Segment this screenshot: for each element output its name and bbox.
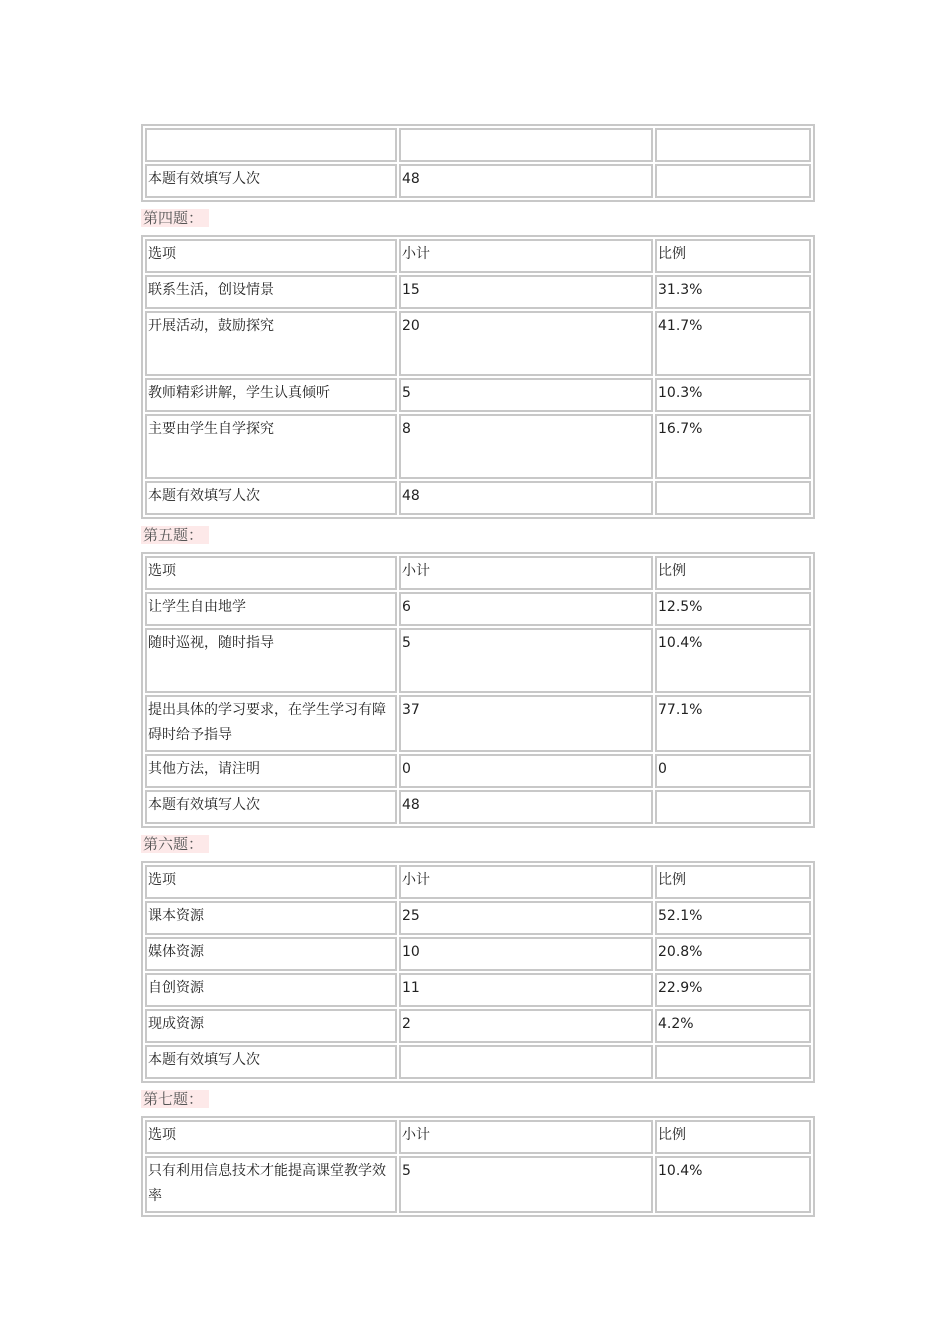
ratio-cell: 10.4% [655, 628, 811, 693]
count-cell: 11 [399, 973, 653, 1007]
option-cell: 主要由学生自学探究 [145, 414, 397, 479]
total-label: 本题有效填写人次 [145, 1045, 397, 1079]
count-cell: 6 [399, 592, 653, 626]
header-option: 选项 [145, 865, 397, 899]
count-cell: 5 [399, 628, 653, 693]
header-ratio: 比例 [655, 865, 811, 899]
question-title: 第六题： [141, 828, 809, 861]
table-row [145, 1009, 811, 1043]
header-row [145, 556, 811, 590]
total-label: 本题有效填写人次 [145, 481, 397, 515]
count-cell: 37 [399, 695, 653, 752]
header-count: 小计 [399, 239, 653, 273]
ratio-cell: 31.3% [655, 275, 811, 309]
option-cell: 课本资源 [145, 901, 397, 935]
total-row [145, 481, 811, 515]
option-cell: 只有利用信息技术才能提高课堂教学效率 [145, 1156, 397, 1213]
total-count: 48 [399, 790, 653, 824]
total-ratio [655, 164, 811, 198]
option-cell: 其他方法，请注明 [145, 754, 397, 788]
table-row [145, 378, 811, 412]
option-cell: 现成资源 [145, 1009, 397, 1043]
ratio-cell [655, 128, 811, 162]
ratio-cell: 4.2% [655, 1009, 811, 1043]
table-row [145, 275, 811, 309]
total-count: 48 [399, 481, 653, 515]
q6-table [141, 861, 815, 1083]
count-cell: 5 [399, 378, 653, 412]
q5-table [141, 552, 815, 828]
count-cell: 25 [399, 901, 653, 935]
count-cell: 5 [399, 1156, 653, 1213]
ratio-cell: 22.9% [655, 973, 811, 1007]
option-cell: 开展活动，鼓励探究 [145, 311, 397, 376]
ratio-cell: 0 [655, 754, 811, 788]
ratio-cell: 52.1% [655, 901, 811, 935]
option-cell: 提出具体的学习要求，在学生学习有障碍时给予指导 [145, 695, 397, 752]
survey-results-page [141, 124, 809, 1217]
header-count: 小计 [399, 865, 653, 899]
table-row [145, 937, 811, 971]
ratio-cell: 77.1% [655, 695, 811, 752]
question-title: 第五题： [141, 519, 809, 552]
ratio-cell: 16.7% [655, 414, 811, 479]
ratio-cell: 10.4% [655, 1156, 811, 1213]
total-ratio [655, 790, 811, 824]
header-row [145, 1120, 811, 1154]
header-count: 小计 [399, 1120, 653, 1154]
count-cell [399, 128, 653, 162]
option-cell: 媒体资源 [145, 937, 397, 971]
count-cell: 10 [399, 937, 653, 971]
ratio-cell: 12.5% [655, 592, 811, 626]
table-row [145, 901, 811, 935]
q7-table [141, 1116, 815, 1217]
ratio-cell: 10.3% [655, 378, 811, 412]
q4-table [141, 235, 815, 519]
ratio-cell: 20.8% [655, 937, 811, 971]
count-cell: 2 [399, 1009, 653, 1043]
count-cell: 15 [399, 275, 653, 309]
option-cell: 联系生活，创设情景 [145, 275, 397, 309]
total-row [145, 790, 811, 824]
q3-table [141, 124, 815, 202]
total-label: 本题有效填写人次 [145, 790, 397, 824]
count-cell: 20 [399, 311, 653, 376]
total-row [145, 1045, 811, 1079]
header-row [145, 865, 811, 899]
option-cell: 自创资源 [145, 973, 397, 1007]
total-ratio [655, 1045, 811, 1079]
count-cell: 0 [399, 754, 653, 788]
header-ratio: 比例 [655, 239, 811, 273]
table-row [145, 973, 811, 1007]
table-row [145, 695, 811, 752]
table-row [145, 128, 811, 162]
header-count: 小计 [399, 556, 653, 590]
ratio-cell: 41.7% [655, 311, 811, 376]
header-ratio: 比例 [655, 1120, 811, 1154]
header-row [145, 239, 811, 273]
table-row [145, 1156, 811, 1213]
option-cell: 让学生自由地学 [145, 592, 397, 626]
table-row [145, 628, 811, 693]
total-count [399, 1045, 653, 1079]
table-row [145, 592, 811, 626]
question-title: 第四题： [141, 202, 809, 235]
total-ratio [655, 481, 811, 515]
table-row [145, 414, 811, 479]
table-row [145, 311, 811, 376]
option-cell [145, 128, 397, 162]
total-count: 48 [399, 164, 653, 198]
question-title: 第七题： [141, 1083, 809, 1116]
option-cell: 教师精彩讲解，学生认真倾听 [145, 378, 397, 412]
total-label: 本题有效填写人次 [145, 164, 397, 198]
table-row [145, 754, 811, 788]
header-option: 选项 [145, 239, 397, 273]
header-option: 选项 [145, 1120, 397, 1154]
option-cell: 随时巡视，随时指导 [145, 628, 397, 693]
header-ratio: 比例 [655, 556, 811, 590]
header-option: 选项 [145, 556, 397, 590]
total-row [145, 164, 811, 198]
count-cell: 8 [399, 414, 653, 479]
